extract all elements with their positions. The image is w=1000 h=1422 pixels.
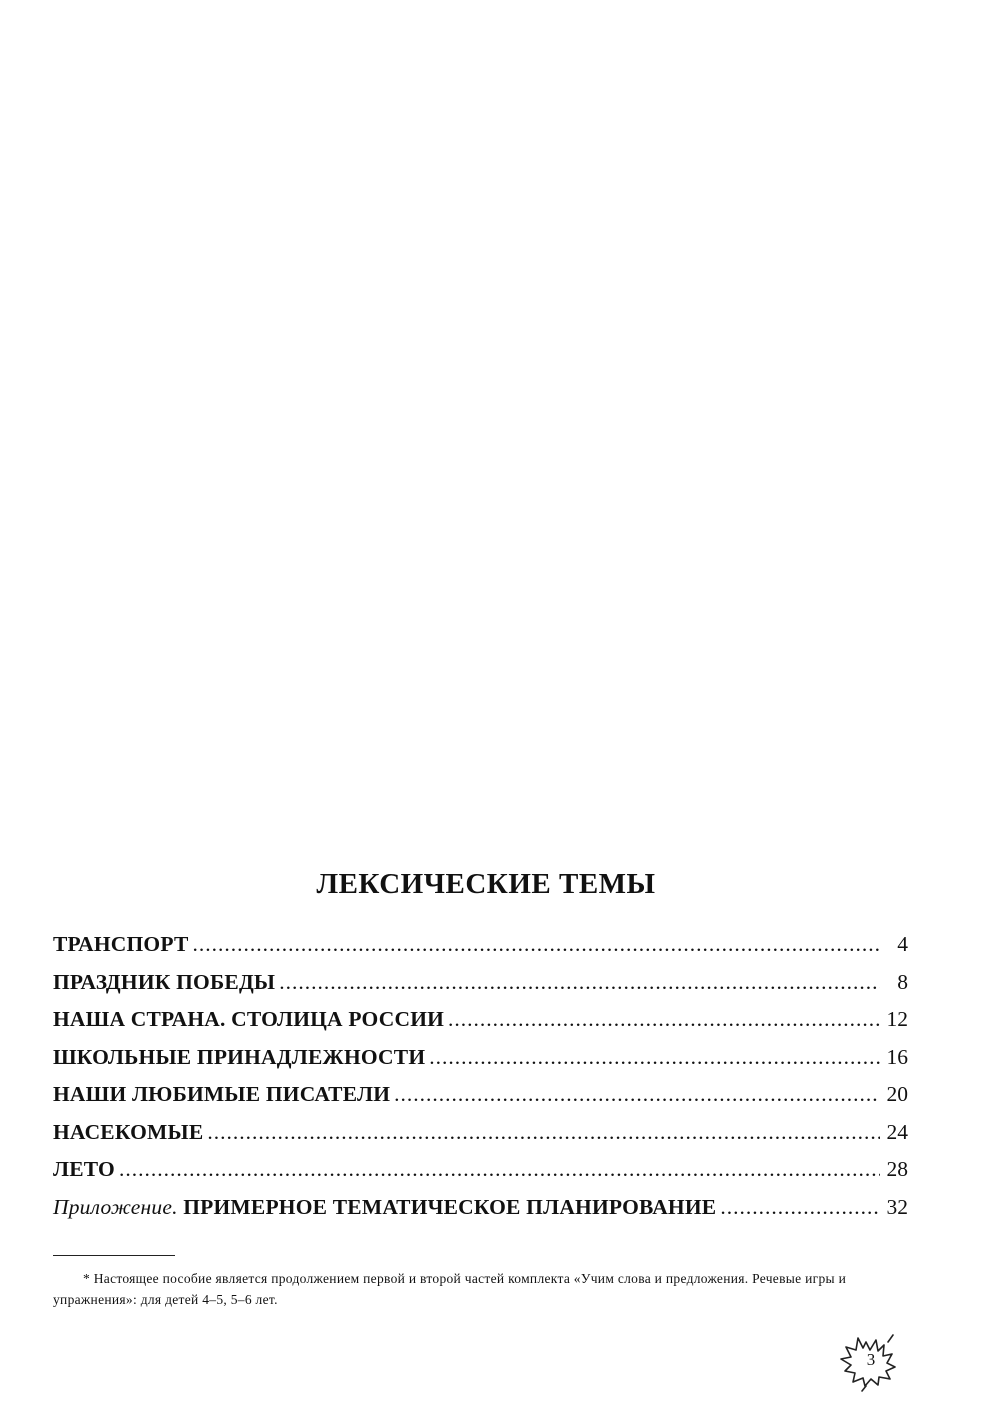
toc-leader-dots	[394, 1082, 880, 1107]
toc-entry-school-supplies[interactable]	[53, 1045, 908, 1083]
toc-entry-page: 4	[897, 932, 908, 956]
toc-entry-title: НАСЕКОМЫЕ	[53, 1119, 204, 1144]
toc-entry-page: 16	[886, 1044, 908, 1069]
toc-entry-page: 32	[886, 1194, 908, 1219]
toc-leader-dots	[429, 1045, 880, 1070]
footnote-divider	[53, 1255, 175, 1256]
toc-entry-prefix: Приложение.	[53, 1194, 178, 1219]
toc-entry-page: 12	[886, 1007, 908, 1031]
toc-entry-title-group	[53, 1195, 716, 1220]
toc-leader-dots	[192, 932, 880, 957]
toc-entry-page: 20	[886, 1082, 908, 1106]
toc-entry-transport[interactable]	[53, 932, 908, 970]
toc-entry-title: ТРАНСПОРТ	[53, 932, 189, 956]
toc-leader-dots	[119, 1157, 880, 1182]
toc-entry-title: ЛЕТО	[53, 1157, 115, 1181]
toc-entry-page: 8	[897, 969, 908, 994]
table-of-contents	[53, 932, 908, 1232]
toc-entry-page: 28	[886, 1157, 908, 1181]
toc-entry-title: ПРАЗДНИК ПОБЕДЫ	[53, 969, 276, 994]
toc-entry-appendix[interactable]	[53, 1195, 908, 1233]
toc-entry-victory-day[interactable]	[53, 970, 908, 1008]
toc-entry-our-country[interactable]	[53, 1007, 908, 1045]
toc-leader-dots	[279, 970, 880, 995]
toc-entry-title: НАША СТРАНА. СТОЛИЦА РОССИИ	[53, 1007, 445, 1031]
toc-entry-insects[interactable]	[53, 1120, 908, 1158]
page-number: 3	[866, 1350, 876, 1369]
toc-leader-dots	[720, 1195, 880, 1220]
toc-leader-dots	[207, 1120, 880, 1145]
toc-entry-favorite-writers[interactable]	[53, 1082, 908, 1120]
footnote: * Настоящее пособие является продолжением первой и второй частей комплекта «Учим слова и предложения. Речевые игры и упражнения»: для детей 4–5, 5–6 лет.	[53, 1271, 847, 1307]
page-number-badge	[836, 1334, 900, 1392]
toc-entry-summer[interactable]	[53, 1157, 908, 1195]
toc-entry-title: ПРИМЕРНОЕ ТЕМАТИЧЕСКОЕ ПЛАНИРОВАНИЕ	[183, 1194, 717, 1219]
page-title: ЛЕКСИЧЕСКИЕ ТЕМЫ	[316, 868, 656, 900]
toc-entry-page: 24	[886, 1119, 908, 1144]
toc-entry-title: НАШИ ЛЮБИМЫЕ ПИСАТЕЛИ	[53, 1082, 391, 1106]
toc-leader-dots	[448, 1007, 880, 1032]
toc-entry-title: ШКОЛЬНЫЕ ПРИНАДЛЕЖНОСТИ	[53, 1044, 426, 1069]
